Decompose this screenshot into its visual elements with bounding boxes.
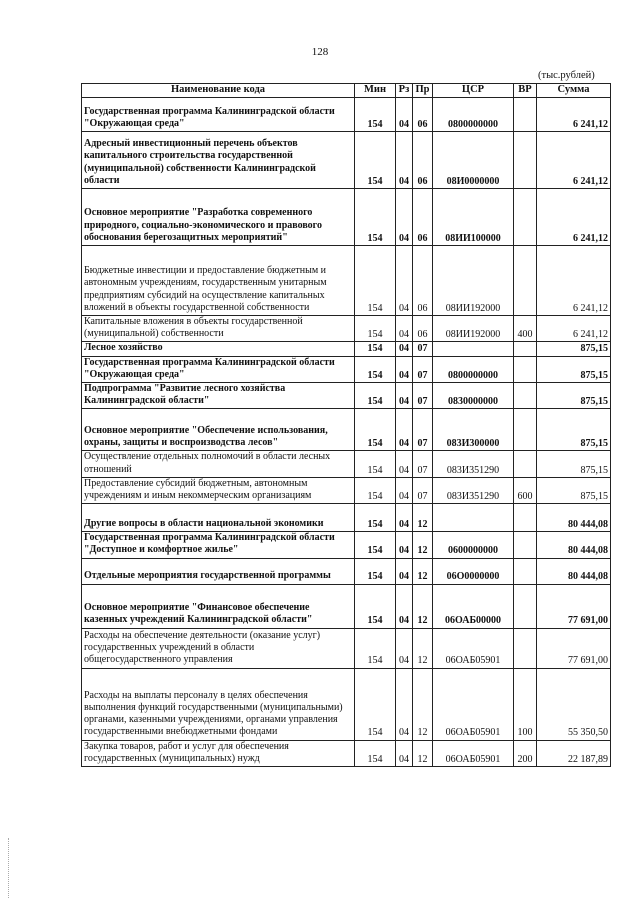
row-vr-cell: 100 xyxy=(514,668,537,740)
table-row xyxy=(82,409,611,451)
row-pr-cell: 06 xyxy=(413,246,433,316)
table-row xyxy=(82,342,611,356)
row-name-text: Расходы на выплаты персоналу в целях обеспечения выполнения функций государственными (муниципальными) органами, казенными учреждениями, органами управления государственными внебюджетными фондами xyxy=(84,689,343,738)
row-rz-cell: 04 xyxy=(396,246,413,316)
table-row xyxy=(82,558,611,584)
row-csr-cell: 08ИИ192000 xyxy=(433,246,514,316)
row-sum-cell: 80 444,08 xyxy=(537,558,611,584)
header-vr: ВР xyxy=(514,84,537,98)
table-row xyxy=(82,504,611,532)
row-rz-cell: 04 xyxy=(396,477,413,503)
row-name-text: Осуществление отдельных полномочий в области лесных отношений xyxy=(84,451,331,475)
row-rz-cell: 04 xyxy=(396,504,413,532)
row-name-text: Отдельные мероприятия государственной программы xyxy=(84,570,331,582)
row-sum-cell: 875,15 xyxy=(537,356,611,382)
table-row xyxy=(82,246,611,316)
row-min-cell: 154 xyxy=(355,409,396,451)
row-name-cell xyxy=(82,740,355,766)
row-name-cell xyxy=(82,628,355,668)
row-vr-cell xyxy=(514,584,537,628)
row-pr-cell: 07 xyxy=(413,477,433,503)
page-number: 128 xyxy=(311,46,329,58)
row-csr-cell: 0600000000 xyxy=(433,532,514,558)
row-name-text: Государственная программа Калининградской области "Доступное и комфортное жилье" xyxy=(84,532,335,556)
row-name-cell xyxy=(82,584,355,628)
row-min-cell: 154 xyxy=(355,246,396,316)
units-label: (тыс.рублей) xyxy=(538,70,595,81)
row-rz-cell: 04 xyxy=(396,189,413,246)
row-sum-cell: 875,15 xyxy=(537,477,611,503)
header-csr: ЦСР xyxy=(433,84,514,98)
row-name-text: Основное мероприятие "Финансовое обеспечение казенных учреждений Калининградской области" xyxy=(84,602,313,626)
table-row xyxy=(82,477,611,503)
table-row xyxy=(82,740,611,766)
row-name-cell xyxy=(82,477,355,503)
row-rz-cell: 04 xyxy=(396,558,413,584)
table-row xyxy=(82,668,611,740)
row-csr-cell: 08И0000000 xyxy=(433,132,514,189)
row-vr-cell xyxy=(514,246,537,316)
row-pr-cell: 07 xyxy=(413,356,433,382)
row-pr-cell: 12 xyxy=(413,668,433,740)
row-pr-cell: 07 xyxy=(413,382,433,408)
row-rz-cell: 04 xyxy=(396,532,413,558)
row-name-cell xyxy=(82,246,355,316)
row-rz-cell: 04 xyxy=(396,132,413,189)
row-pr-cell: 12 xyxy=(413,558,433,584)
row-sum-cell: 6 241,12 xyxy=(537,189,611,246)
row-vr-cell xyxy=(514,98,537,132)
row-csr-cell xyxy=(433,504,514,532)
row-name-text: Закупка товаров, работ и услуг для обеспечения государственных (муниципальных) нужд xyxy=(84,740,289,764)
table-row xyxy=(82,628,611,668)
row-pr-cell: 06 xyxy=(413,316,433,342)
row-pr-cell: 07 xyxy=(413,342,433,356)
row-name-cell xyxy=(82,382,355,408)
row-vr-cell xyxy=(514,132,537,189)
table-row xyxy=(82,584,611,628)
row-csr-cell: 083И351290 xyxy=(433,451,514,477)
row-name-cell xyxy=(82,356,355,382)
row-pr-cell: 07 xyxy=(413,451,433,477)
row-name-text: Государственная программа Калининградской области "Окружающая среда" xyxy=(84,105,335,129)
row-name-text: Основное мероприятие "Разработка современного природного, социально-экономического и правового обоснования берегозащитных мероприятий" xyxy=(84,207,322,243)
row-vr-cell: 200 xyxy=(514,740,537,766)
row-sum-cell: 6 241,12 xyxy=(537,132,611,189)
row-pr-cell: 12 xyxy=(413,628,433,668)
row-name-text: Основное мероприятие "Обеспечение использования, охраны, защиты и воспроизводства лесов" xyxy=(84,424,328,449)
row-pr-cell: 06 xyxy=(413,132,433,189)
row-name-text: Подпрограмма "Развитие лесного хозяйства Калининградской области" xyxy=(84,382,286,407)
row-name-text: Предоставление субсидий бюджетным, автономным учреждениям и иным некоммерческим организациям xyxy=(84,477,312,501)
row-sum-cell: 22 187,89 xyxy=(537,740,611,766)
header-pr: Пр xyxy=(413,84,433,98)
row-csr-cell: 08ИИ192000 xyxy=(433,316,514,342)
row-rz-cell: 04 xyxy=(396,740,413,766)
row-name-cell xyxy=(82,132,355,189)
row-sum-cell: 77 691,00 xyxy=(537,584,611,628)
row-name-cell xyxy=(82,451,355,477)
row-vr-cell xyxy=(514,382,537,408)
row-rz-cell: 04 xyxy=(396,342,413,356)
row-name-cell xyxy=(82,668,355,740)
row-min-cell: 154 xyxy=(355,668,396,740)
row-vr-cell: 400 xyxy=(514,316,537,342)
budget-table xyxy=(81,83,611,767)
row-name-text: Лесное хозяйство xyxy=(84,342,163,354)
row-csr-cell xyxy=(433,342,514,356)
row-vr-cell xyxy=(514,451,537,477)
row-rz-cell: 04 xyxy=(396,98,413,132)
row-pr-cell: 07 xyxy=(413,409,433,451)
table-row xyxy=(82,451,611,477)
row-min-cell: 154 xyxy=(355,342,396,356)
row-vr-cell xyxy=(514,356,537,382)
row-min-cell: 154 xyxy=(355,356,396,382)
table-row xyxy=(82,98,611,132)
row-rz-cell: 04 xyxy=(396,451,413,477)
row-csr-cell: 06О0000000 xyxy=(433,558,514,584)
table-row xyxy=(82,532,611,558)
row-min-cell: 154 xyxy=(355,532,396,558)
row-name-cell xyxy=(82,409,355,451)
row-min-cell: 154 xyxy=(355,189,396,246)
row-csr-cell: 06ОАБ05901 xyxy=(433,740,514,766)
row-min-cell: 154 xyxy=(355,504,396,532)
row-min-cell: 154 xyxy=(355,98,396,132)
table-row xyxy=(82,356,611,382)
row-name-text: Государственная программа Калининградской области "Окружающая среда" xyxy=(84,356,335,380)
row-rz-cell: 04 xyxy=(396,628,413,668)
row-name-cell xyxy=(82,504,355,532)
row-csr-cell: 06ОАБ00000 xyxy=(433,584,514,628)
row-rz-cell: 04 xyxy=(396,316,413,342)
table-row xyxy=(82,132,611,189)
row-pr-cell: 12 xyxy=(413,504,433,532)
row-pr-cell: 06 xyxy=(413,189,433,246)
row-min-cell: 154 xyxy=(355,451,396,477)
row-vr-cell xyxy=(514,558,537,584)
row-name-cell xyxy=(82,98,355,132)
row-csr-cell: 06ОАБ05901 xyxy=(433,668,514,740)
row-pr-cell: 12 xyxy=(413,532,433,558)
header-name: Наименование кода xyxy=(82,84,355,98)
row-name-cell xyxy=(82,342,355,356)
row-name-cell xyxy=(82,558,355,584)
table-header-row xyxy=(82,84,611,98)
row-csr-cell: 0830000000 xyxy=(433,382,514,408)
row-rz-cell: 04 xyxy=(396,668,413,740)
row-name-text: Бюджетные инвестиции и предоставление бюджетным и автономным учреждениям, государственным унитарным предприятиям субсидий на осуществление капитальных вложений в объекты государственной собственности xyxy=(84,265,327,313)
row-rz-cell: 04 xyxy=(396,382,413,408)
row-vr-cell xyxy=(514,628,537,668)
row-csr-cell: 083И351290 xyxy=(433,477,514,503)
row-pr-cell: 12 xyxy=(413,584,433,628)
row-sum-cell: 875,15 xyxy=(537,382,611,408)
row-name-text: Адресный инвестиционный перечень объектов капитального строительства государственной (муниципальной) собственности Калининградской области xyxy=(84,138,316,186)
header-sum: Сумма xyxy=(537,84,611,98)
row-csr-cell: 083И300000 xyxy=(433,409,514,451)
row-vr-cell xyxy=(514,409,537,451)
row-min-cell: 154 xyxy=(355,382,396,408)
row-rz-cell: 04 xyxy=(396,356,413,382)
row-sum-cell: 6 241,12 xyxy=(537,98,611,132)
row-min-cell: 154 xyxy=(355,477,396,503)
header-min: Мин xyxy=(355,84,396,98)
row-name-cell xyxy=(82,189,355,246)
row-sum-cell: 875,15 xyxy=(537,451,611,477)
row-name-text: Другие вопросы в области национальной экономики xyxy=(84,518,324,530)
row-vr-cell xyxy=(514,504,537,532)
row-sum-cell: 875,15 xyxy=(537,342,611,356)
table-row xyxy=(82,382,611,408)
row-vr-cell xyxy=(514,189,537,246)
row-sum-cell: 6 241,12 xyxy=(537,316,611,342)
row-min-cell: 154 xyxy=(355,740,396,766)
row-min-cell: 154 xyxy=(355,132,396,189)
row-name-text: Расходы на обеспечение деятельности (оказание услуг) государственных учреждений в области общегосударственного управления xyxy=(84,630,321,666)
row-pr-cell: 12 xyxy=(413,740,433,766)
row-name-text: Капитальные вложения в объекты государственной (муниципальной) собственности xyxy=(84,316,303,340)
margin-mark xyxy=(8,838,10,898)
row-sum-cell: 80 444,08 xyxy=(537,504,611,532)
table-row xyxy=(82,316,611,342)
row-min-cell: 154 xyxy=(355,558,396,584)
row-csr-cell: 0800000000 xyxy=(433,356,514,382)
table-row xyxy=(82,189,611,246)
row-rz-cell: 04 xyxy=(396,409,413,451)
row-sum-cell: 80 444,08 xyxy=(537,532,611,558)
row-pr-cell: 06 xyxy=(413,98,433,132)
row-min-cell: 154 xyxy=(355,628,396,668)
row-rz-cell: 04 xyxy=(396,584,413,628)
row-sum-cell: 77 691,00 xyxy=(537,628,611,668)
row-min-cell: 154 xyxy=(355,316,396,342)
row-min-cell: 154 xyxy=(355,584,396,628)
row-sum-cell: 875,15 xyxy=(537,409,611,451)
row-vr-cell xyxy=(514,342,537,356)
row-csr-cell: 08ИИ100000 xyxy=(433,189,514,246)
row-name-cell xyxy=(82,532,355,558)
header-rz: Рз xyxy=(396,84,413,98)
row-csr-cell: 0800000000 xyxy=(433,98,514,132)
row-vr-cell: 600 xyxy=(514,477,537,503)
row-vr-cell xyxy=(514,532,537,558)
row-sum-cell: 55 350,50 xyxy=(537,668,611,740)
row-name-cell xyxy=(82,316,355,342)
row-sum-cell: 6 241,12 xyxy=(537,246,611,316)
row-csr-cell: 06ОАБ05901 xyxy=(433,628,514,668)
